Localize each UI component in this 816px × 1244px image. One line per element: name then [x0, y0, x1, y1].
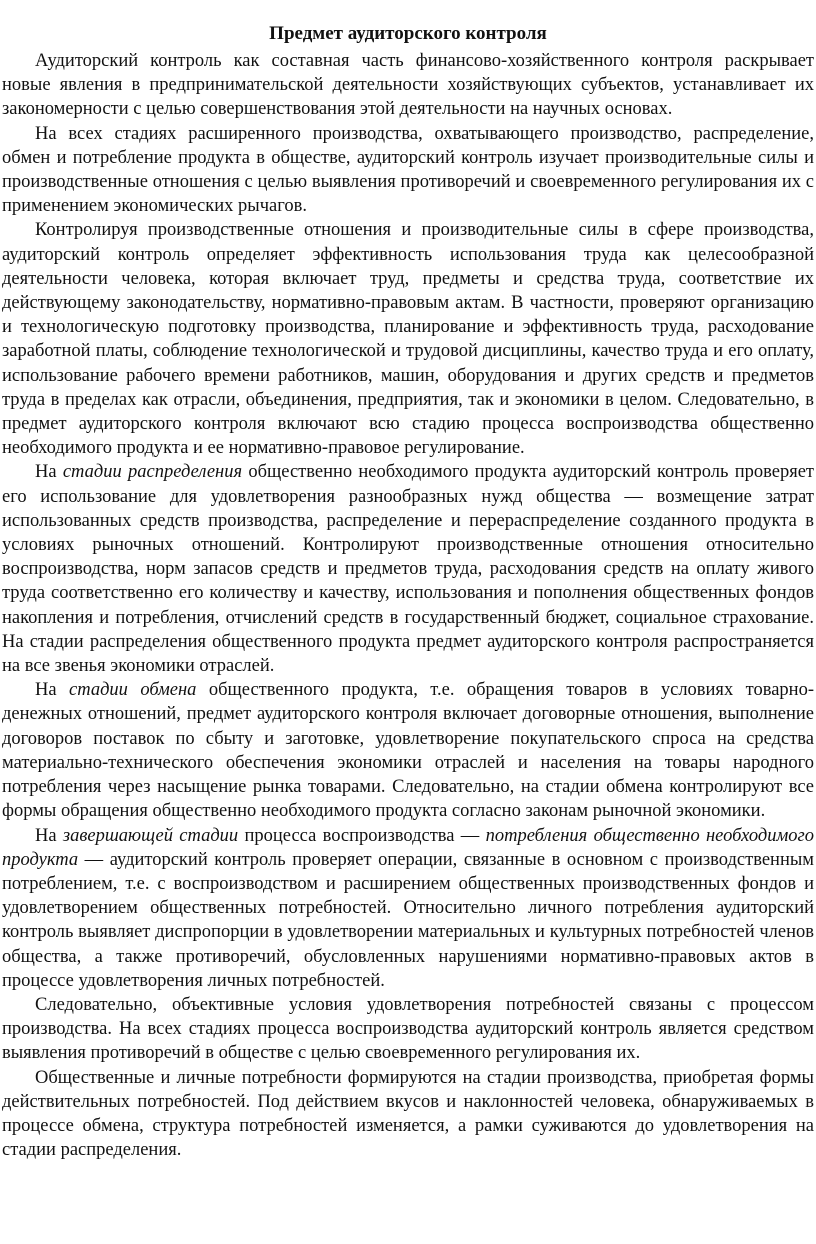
- paragraph-6-emphasis-2: потребления общественно необходимого продукта: [2, 825, 814, 870]
- paragraph-4-lead: На: [35, 462, 63, 483]
- paragraph-8: Общественные и личные потребности формируются на стадии производства, приобретая формы действительных потребностей. Под действием вкусов и наклонностей человека, обнаруживаемых в процессе обмена, структура потребностей изменяется, а рамки суживаются до удовлетворения на стадии распределения.: [2, 1067, 814, 1161]
- paragraph-5-emphasis: стадии обмена: [69, 680, 197, 701]
- paragraph-7: Следовательно, объективные условия удовлетворения потребностей связаны с процессом производства. На всех стадиях процесса воспроизводства аудиторский контроль является средством выявления противоречий в обществе с целью своевременного регулирования их.: [2, 994, 814, 1064]
- paragraph-4-body: общественно необходимого продукта аудиторский контроль проверяет его использование для удовлетворения разнообразных нужд общества — возмещение затрат использованных средств производства, распределение и перераспределение созданного продукта в условиях рыночных отношений. Контролируют производственные отношения относительно воспроизводства, норм запасов средств и предметов труда, расходования средств на оплату живого труда соответственно его количеству и качеству, использования и пополнения общественных фондов накопления и потребления, отчислений средств в государственный бюджет, социальное страхование. На стадии распределения общественного продукта предмет аудиторского контроля распространяется на все звенья экономики отраслей.: [2, 462, 815, 677]
- paragraph-2: На всех стадиях расширенного производства, охватывающего производство, распределение, обмен и потребление продукта в обществе, аудиторский контроль изучает производительные силы и производственные отношения с целью выявления противоречий и своевременного регулирования их с применением экономических рычагов.: [2, 123, 814, 217]
- paragraph-6-emphasis: завершающей стадии: [62, 825, 239, 846]
- document-title: Предмет аудиторского контроля: [269, 23, 547, 44]
- paragraph-6: [0, 824, 816, 993]
- paragraph-4: [0, 460, 816, 678]
- paragraph-4-emphasis: стадии распределения: [62, 462, 243, 483]
- paragraph-5: [0, 678, 816, 823]
- paragraph-6-lead: На: [35, 825, 63, 846]
- paragraph-6-mid: процесса воспроизводства —: [238, 825, 486, 846]
- paragraph-5-lead: На: [35, 680, 70, 701]
- paragraph-5-body: общественного продукта, т.е. обращения товаров в условиях товарно-денежных отношений, предмет аудиторского контроля включает договорные отношения, выполнение договоров поставок по сбыту и заготовке, удовлетворение покупательского спроса на средства материально-технического обеспечения экономики отраслей и населения на товары народного потребления через насыщение рынка товарами. Следовательно, на стадии обмена контролируют все формы обращения общественно необходимого продукта согласно законам рыночной экономики.: [2, 680, 814, 822]
- paragraph-6-body: — аудиторский контроль проверяет операции, связанные в основном с производственным потреблением, т.е. с воспроизводством и расширением общественных производственных фондов и удовлетворением общественных потребностей. Относительно личного потребления аудиторский контроль выявляет диспропорции в удовлетворении материальных и культурных потребностей членов общества, а также противоречий, обусловленных нарушениями нормативно-правовых актов в процессе удовлетворения личных потребностей.: [2, 849, 814, 991]
- paragraph-3: Контролируя производственные отношения и производительные силы в сфере производства, аудиторский контроль определяет эффективность использования труда как целесообразной деятельности человека, которая включает труд, предметы и средства труда, соответствие их действующему законодательству, нормативно-правовым актам. В частности, проверяют организацию и технологическую подготовку производства, планирование и эффективность труда, расходование заработной платы, соблюдение технологической и трудовой дисциплины, качество труда и его оплату, использование рабочего времени работников, машин, оборудования и других средств и предметов труда в пределах как отрасли, объединения, предприятия, так и экономики в целом. Следовательно, в предмет аудиторского контроля включают всю стадию процесса воспроизводства общественно необходимого продукта и ее нормативно-правовое регулирование.: [2, 220, 814, 459]
- paragraph-1: Аудиторский контроль как составная часть финансово-хозяйственного контроля раскрывает новые явления в предпринимательской деятельности хозяйствующих субъектов, устанавливает их закономерности с целью совершенствования этой деятельности на научных основах.: [2, 51, 814, 120]
